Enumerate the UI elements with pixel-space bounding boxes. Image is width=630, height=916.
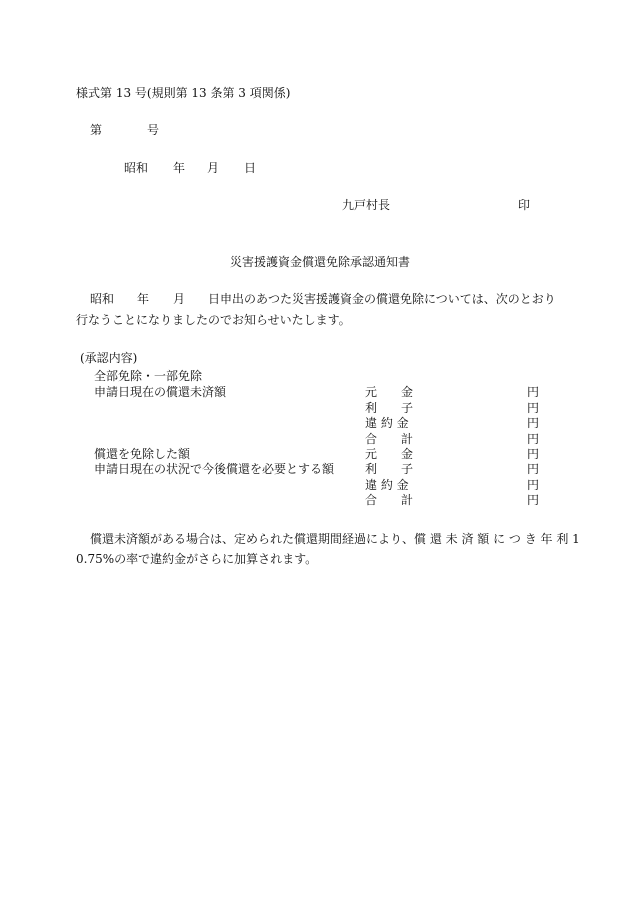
item-label: 元 金 [365, 385, 414, 399]
item-unit: 円 [527, 432, 540, 446]
body-line-1: 日申出のあつた災害援護資金の償還免除については、次のとおり [208, 292, 556, 306]
item-unit: 円 [527, 493, 540, 507]
item-label: 合 計 [365, 493, 414, 507]
item-label: 利 子 [365, 401, 414, 415]
approval-scope: 全部免除・一部免除 [94, 369, 203, 383]
document-title: 災害援護資金償還免除承認通知書 [230, 255, 411, 269]
body-date-year: 年 [137, 292, 150, 306]
item-label: 違 約 金 [365, 478, 409, 492]
issuer-name: 九戸村長 [342, 198, 391, 212]
body-date-month: 月 [173, 292, 186, 306]
body-date-era: 昭和 [90, 292, 115, 306]
doc-number-suffix: 号 [147, 123, 160, 137]
footer-note-line-1: 償還未済額がある場合は、定められた償還期間経過により、償 還 未 済 額 に つ き 年 利 1 [90, 532, 580, 546]
item-label: 合 計 [365, 432, 414, 446]
doc-number-prefix: 第 [90, 123, 103, 137]
item-label: 利 子 [365, 462, 414, 476]
item-unit: 円 [527, 385, 540, 399]
group1-label: 申請日現在の償還未済額 [94, 385, 227, 399]
item-label: 元 金 [365, 447, 414, 461]
body-line-2: 行なうことになりましたのでお知らせいたします。 [76, 313, 351, 327]
item-unit: 円 [527, 416, 540, 430]
item-unit: 円 [527, 478, 540, 492]
form-number: 様式第 13 号(規則第 13 条第 3 項関係) [76, 86, 291, 100]
seal-mark: 印 [518, 198, 531, 212]
date-era: 昭和 [124, 161, 149, 175]
group2-label-2: 申請日現在の状況で今後償還を必要とする額 [94, 462, 335, 476]
group2-label-1: 償還を免除した額 [94, 447, 191, 461]
approval-heading: (承認内容) [80, 351, 138, 365]
item-unit: 円 [527, 401, 540, 415]
date-month: 月 [207, 161, 220, 175]
item-unit: 円 [527, 462, 540, 476]
item-unit: 円 [527, 447, 540, 461]
item-label: 違 約 金 [365, 416, 409, 430]
footer-note-line-2: 0.75%の率で違約金がさらに加算されます。 [76, 552, 318, 566]
date-day: 日 [244, 161, 257, 175]
date-year: 年 [173, 161, 186, 175]
